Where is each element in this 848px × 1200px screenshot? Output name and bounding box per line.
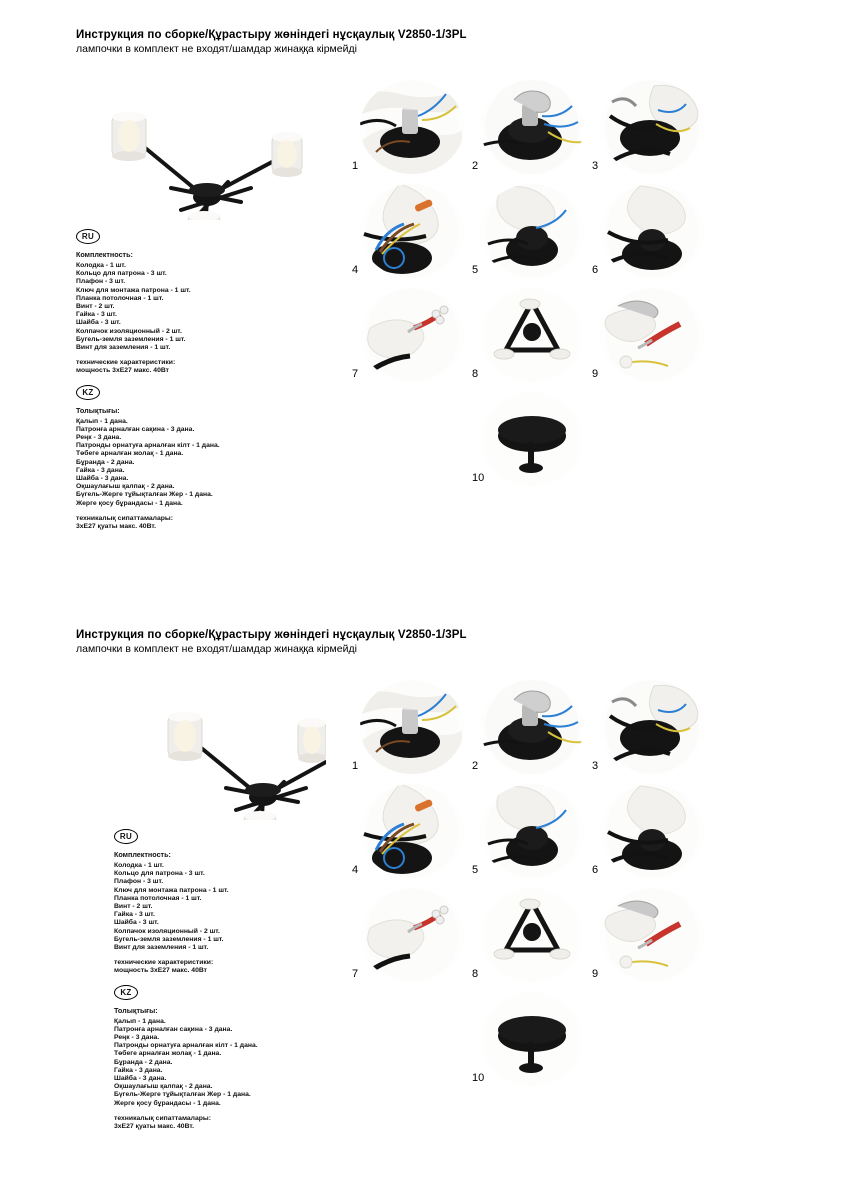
title-block	[76, 28, 696, 56]
step-photo-2	[480, 680, 584, 774]
list-item: Колодка - 1 шт.	[76, 262, 126, 269]
kz-language-badge: KZ	[76, 385, 100, 400]
list-item: Винт для заземления - 1 шт.	[114, 944, 209, 952]
step-number: 8	[472, 368, 479, 380]
list-item: Плафон - 3 шт.	[76, 278, 126, 286]
step-number: 7	[352, 368, 359, 380]
step-number: 10	[472, 1072, 485, 1084]
step-cell-2	[472, 680, 598, 780]
step-photo-2	[480, 80, 584, 174]
list-item: Винт - 2 шт.	[76, 303, 115, 311]
list-item: Патронды орнатуға арналған кілт - 1 дана.	[114, 1042, 258, 1050]
list-item: Шайба - 3 шт.	[76, 319, 121, 327]
list-item: Қалып - 1 дана.	[76, 417, 128, 425]
list-item: Реңк - 3 дана.	[114, 1034, 160, 1042]
step-photo-10	[480, 992, 584, 1086]
ru-spec-value: мощность 3хЕ27 макс. 40Вт	[76, 367, 170, 375]
ru-specs	[76, 359, 326, 375]
list-item: Шайба - 3 шт.	[114, 919, 159, 927]
step-cell-9	[592, 888, 718, 988]
document-title: Инструкция по сборке/Құрастыру жөніндегі нұсқаулық V2850-1/3PL	[76, 29, 467, 41]
ru-spec-value: мощность 3хЕ27 макс. 40Вт	[114, 967, 208, 975]
ru-parts-list	[76, 262, 326, 352]
step-photo-5	[480, 184, 584, 278]
ru-section	[76, 226, 326, 376]
step-number: 5	[472, 864, 479, 876]
step-number: 3	[592, 160, 599, 172]
list-item: Жерге қосу бұрандасы - 1 дана.	[76, 499, 183, 507]
steps-row-3	[352, 288, 772, 392]
step-cell-7	[352, 888, 478, 988]
step-cell-6	[592, 184, 718, 284]
left-column	[76, 70, 326, 531]
list-item: Қалып - 1 дана.	[114, 1017, 166, 1025]
step-cell-10	[352, 392, 485, 492]
list-item: Гайка - 3 дана.	[76, 466, 125, 474]
step-cell-4	[352, 184, 478, 284]
step-photo-4	[360, 184, 464, 278]
step-cell-9	[592, 288, 718, 388]
step-photo-10	[480, 392, 584, 486]
list-item: Планка потолочная - 1 шт.	[76, 294, 164, 302]
steps-row-3	[352, 888, 772, 992]
list-item: Бұранда - 2 дана.	[76, 458, 135, 466]
list-item: Винт для заземления - 1 шт.	[76, 344, 171, 352]
list-item: Патронға арналған сақина - 3 дана.	[76, 425, 195, 433]
document-subtitle: лампочки в комплект не входят/шамдар жинаққа кірмейді	[76, 43, 357, 55]
title-block-2	[76, 628, 696, 656]
list-item: Кольцо для патрона - 3 шт.	[114, 870, 205, 878]
step-number: 1	[352, 160, 359, 172]
step-cell-5	[472, 184, 598, 284]
ru-parts-list	[114, 862, 326, 952]
steps-row-1	[352, 680, 772, 784]
list-item: Винт - 2 шт.	[114, 903, 153, 911]
kz-language-badge: KZ	[114, 985, 138, 1000]
step-number: 9	[592, 368, 599, 380]
kz-section-2	[114, 982, 326, 1132]
left-column-2	[76, 670, 326, 1131]
list-item: Төбеге арналған жолақ - 1 дана.	[76, 450, 184, 458]
step-photo-1	[360, 680, 464, 774]
step-number: 3	[592, 760, 599, 772]
step-number: 1	[352, 760, 359, 772]
step-photo-6	[600, 184, 704, 278]
step-cell-5	[472, 784, 598, 884]
list-item: Гайка - 3 шт.	[114, 911, 155, 919]
product-illustration-2	[76, 670, 326, 820]
steps-row-4	[352, 992, 772, 1096]
assembly-steps-grid	[352, 80, 772, 496]
list-item: Бұранда - 2 дана.	[114, 1058, 173, 1066]
step-photo-8	[480, 888, 584, 982]
kz-heading: Толықтығы:	[76, 405, 120, 415]
list-item: Оқшаулағыш қалпақ - 2 дана.	[114, 1083, 213, 1091]
kz-parts-list	[114, 1018, 326, 1108]
step-number: 5	[472, 264, 479, 276]
assembly-steps-grid-2	[352, 680, 772, 1096]
list-item: Оқшаулағыш қалпақ - 2 дана.	[76, 483, 175, 491]
step-photo-6	[600, 784, 704, 878]
document-subtitle: лампочки в комплект не входят/шамдар жинаққа кірмейді	[76, 643, 357, 655]
step-number: 2	[472, 760, 479, 772]
ru-section-2	[114, 826, 326, 976]
kz-specs	[114, 1115, 326, 1131]
step-cell-3	[592, 680, 718, 780]
step-number: 8	[472, 968, 479, 980]
kz-spec-heading: техникалық сипаттамалары:	[114, 1114, 211, 1122]
step-photo-9	[600, 888, 704, 982]
steps-row-1	[352, 80, 772, 184]
list-item: Кольцо для патрона - 3 шт.	[76, 270, 167, 278]
ru-language-badge: RU	[76, 229, 100, 244]
list-item: Колпачок изоляционный - 2 шт.	[114, 927, 220, 935]
step-cell-7	[352, 288, 478, 388]
list-item: Гайка - 3 шт.	[76, 311, 117, 319]
step-number: 2	[472, 160, 479, 172]
kz-spec-value: 3хЕ27 қуаты макс. 40Вт.	[114, 1123, 195, 1131]
step-cell-10	[352, 992, 485, 1092]
step-photo-5	[480, 784, 584, 878]
step-number: 4	[352, 264, 359, 276]
steps-row-2	[352, 784, 772, 888]
step-cell-8	[472, 888, 598, 988]
kz-heading: Толықтығы:	[114, 1005, 158, 1015]
step-number: 6	[592, 264, 599, 276]
step-cell-2	[472, 80, 598, 180]
step-photo-3	[600, 680, 704, 774]
kz-parts-list	[76, 418, 326, 508]
list-item: Ключ для монтажа патрона - 1 шт.	[76, 286, 191, 294]
list-item: Төбеге арналған жолақ - 1 дана.	[114, 1050, 222, 1058]
step-photo-4	[360, 784, 464, 878]
step-cell-1	[352, 680, 478, 780]
kz-spec-value: 3хЕ27 қуаты макс. 40Вт.	[76, 523, 157, 531]
list-item: Колпачок изоляционный - 2 шт.	[76, 327, 182, 335]
ru-heading: Комплектность:	[76, 250, 133, 259]
product-illustration	[76, 70, 326, 220]
list-item: Реңк - 3 дана.	[76, 434, 122, 442]
list-item: Бугель-земля заземления - 1 шт.	[76, 335, 186, 343]
ru-language-badge: RU	[114, 829, 138, 844]
step-number: 10	[472, 472, 485, 484]
step-photo-1	[360, 80, 464, 174]
step-photo-9	[600, 288, 704, 382]
document-title: Инструкция по сборке/Құрастыру жөніндегі нұсқаулық V2850-1/3PL	[76, 629, 467, 641]
list-item: Планка потолочная - 1 шт.	[114, 894, 202, 902]
step-photo-3	[600, 80, 704, 174]
list-item: Жерге қосу бұрандасы - 1 дана.	[114, 1099, 221, 1107]
step-cell-8	[472, 288, 598, 388]
ru-spec-heading: технические характеристики:	[114, 959, 214, 967]
step-cell-4	[352, 784, 478, 884]
instruction-sheet-2	[0, 600, 848, 1200]
step-number: 7	[352, 968, 359, 980]
list-item: Бүгель-Жерге тұйықталған Жер - 1 дана.	[114, 1091, 251, 1099]
step-cell-1	[352, 80, 478, 180]
kz-section	[76, 382, 326, 532]
list-item: Ключ для монтажа патрона - 1 шт.	[114, 886, 229, 894]
list-item: Шайба - 3 дана.	[76, 475, 129, 483]
step-number: 9	[592, 968, 599, 980]
kz-spec-heading: техникалық сипаттамалары:	[76, 514, 173, 522]
step-photo-7	[360, 288, 464, 382]
step-cell-3	[592, 80, 718, 180]
kz-specs	[76, 515, 326, 531]
step-photo-8	[480, 288, 584, 382]
list-item: Гайка - 3 дана.	[114, 1066, 163, 1074]
list-item: Плафон - 3 шт.	[114, 878, 164, 886]
step-photo-7	[360, 888, 464, 982]
steps-row-2	[352, 184, 772, 288]
list-item: Патронды орнатуға арналған кілт - 1 дана.	[76, 442, 220, 450]
list-item: Патронға арналған сақина - 3 дана.	[114, 1025, 233, 1033]
steps-row-4	[352, 392, 772, 496]
ru-specs	[114, 959, 326, 975]
list-item: Колодка - 1 шт.	[114, 862, 164, 869]
step-number: 6	[592, 864, 599, 876]
step-number: 4	[352, 864, 359, 876]
step-cell-6	[592, 784, 718, 884]
ru-heading: Комплектность:	[114, 850, 171, 859]
list-item: Бугель-земля заземления - 1 шт.	[114, 935, 224, 943]
ru-spec-heading: технические характеристики:	[76, 359, 176, 367]
list-item: Шайба - 3 дана.	[114, 1075, 167, 1083]
list-item: Бүгель-Жерге тұйықталған Жер - 1 дана.	[76, 491, 213, 499]
